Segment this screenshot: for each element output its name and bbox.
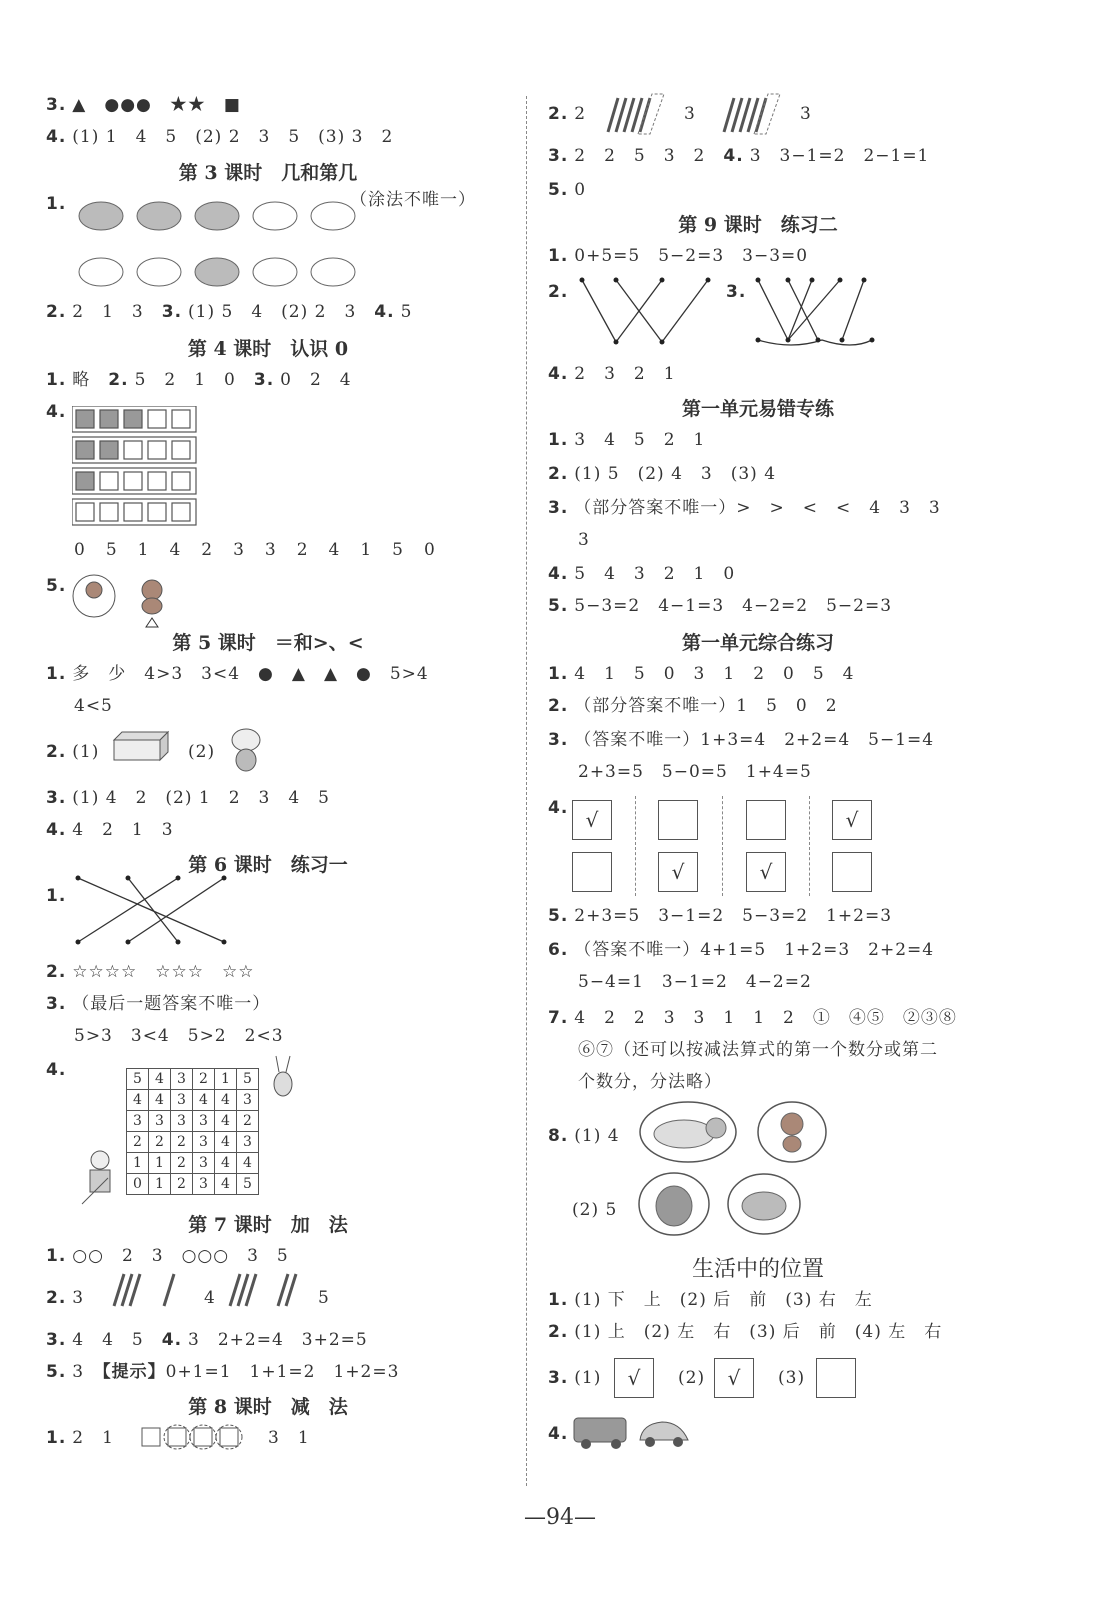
- grid-cell: 3: [127, 1111, 149, 1132]
- answer-line: 2. （部分答案不唯一）1 5 0 2: [548, 696, 838, 716]
- check-box: √: [714, 1358, 754, 1398]
- answer-line: 2. (1) 上 (2) 左 右 (3) 后 前 (4) 左 右: [548, 1322, 943, 1342]
- grid-row: [127, 1153, 259, 1174]
- answer-line: 4. 2 3 2 1: [548, 364, 676, 384]
- grid-row: [127, 1174, 259, 1195]
- answer-line: 4. (1) 1 4 5 (2) 2 3 5 (3) 3 2: [46, 127, 394, 147]
- answer-line: 1. (1) 下 上 (2) 后 前 (3) 右 左: [548, 1290, 873, 1310]
- grid-cell: 0: [127, 1174, 149, 1195]
- grid-cell: 4: [215, 1111, 237, 1132]
- grid-row: [127, 1132, 259, 1153]
- answer-line: 1. 2 1: [46, 1428, 114, 1448]
- cow-icon: [137, 202, 181, 230]
- answer-line: 4: [204, 1288, 216, 1308]
- cow-icon: [79, 202, 123, 230]
- lesson-heading: 第 9 课时 练习二: [678, 214, 838, 236]
- crossed-squares: [140, 1424, 250, 1450]
- animal-pictures: [638, 1098, 828, 1168]
- cow-icon: [311, 258, 355, 286]
- check-box: [832, 852, 872, 892]
- number-grid: [126, 1068, 259, 1195]
- answer-line: (2) 5: [572, 1200, 618, 1220]
- answer-line: 3. 4 4 5 4. 3 2+2=4 3+2=5: [46, 1330, 368, 1350]
- grid-row: [127, 1069, 259, 1090]
- cow-icon: [195, 258, 239, 286]
- answer-line: 5. 0: [548, 180, 587, 200]
- grid-cell: 4: [149, 1069, 171, 1090]
- divider: [635, 796, 636, 896]
- answer-line: 1. ○○ 2 3 ○○○ 3 5: [46, 1246, 289, 1266]
- grid-cell: 3: [193, 1111, 215, 1132]
- answer-line: 1.: [46, 886, 67, 906]
- column-divider: [526, 96, 527, 1486]
- grid-cell: 3: [171, 1111, 193, 1132]
- check-box: √: [832, 800, 872, 840]
- answer-line: 2.: [548, 282, 569, 302]
- section-heading: 生活中的位置: [691, 1257, 824, 1282]
- grid-cell: 2: [149, 1132, 171, 1153]
- grid-cell: 3: [193, 1153, 215, 1174]
- answer-line: 3. （最后一题答案不唯一）: [46, 994, 271, 1014]
- check-box: [658, 800, 698, 840]
- check-box: √: [746, 852, 786, 892]
- grid-cell: 3: [193, 1174, 215, 1195]
- lesson-heading: 第 6 课时 练习一: [188, 854, 348, 876]
- answer-line: 2. (1) 5 (2) 4 3 (3) 4: [548, 464, 777, 484]
- answer-line: (3): [778, 1368, 806, 1388]
- answer-line: 5.: [46, 576, 67, 596]
- check-box: √: [572, 800, 612, 840]
- check-box: [816, 1358, 856, 1398]
- grid-cell: 2: [237, 1111, 259, 1132]
- grid-cell: 3: [171, 1090, 193, 1111]
- grid-cell: 4: [215, 1132, 237, 1153]
- grid-row: [127, 1090, 259, 1111]
- answer-line: 3.: [726, 282, 747, 302]
- cow-icon: [137, 258, 181, 286]
- answer-line: 4.: [548, 1424, 569, 1444]
- answer-line: 3: [684, 104, 696, 124]
- answer-line: 4.: [548, 798, 569, 818]
- grid-cell: 5: [127, 1069, 149, 1090]
- number-grid-table: [126, 1068, 259, 1195]
- answer-line: 5>3 3<4 5>2 2<3: [74, 1026, 284, 1046]
- answer-line: 3. 2 2 5 3 2 4. 3 3−1=2 2−1=1: [548, 146, 930, 166]
- answer-line: 1. 4 1 5 0 3 1 2 0 5 4: [548, 664, 855, 684]
- answer-line: 5. 5−3=2 4−1=3 4−2=2 5−2=3: [548, 596, 893, 616]
- check-box: [746, 800, 786, 840]
- answer-line: (2): [188, 742, 216, 762]
- check-box: [572, 852, 612, 892]
- car-icon: [640, 1422, 688, 1440]
- answer-line: 1. 略 2. 5 2 1 0 3. 0 2 4: [46, 370, 352, 390]
- section-heading: 第一单元易错专练: [681, 398, 834, 420]
- lesson-heading: 第 3 课时 几和第几: [178, 162, 358, 184]
- grid-cell: 2: [171, 1153, 193, 1174]
- cow-icon: [79, 258, 123, 286]
- check-box: √: [614, 1358, 654, 1398]
- answer-line: 2. 2: [548, 104, 587, 124]
- triangle-mark: [146, 618, 158, 627]
- answer-line: 4<5: [74, 696, 113, 716]
- grid-cell: 2: [171, 1132, 193, 1153]
- answer-line: 4.: [46, 1060, 67, 1080]
- farmer-picture: [78, 1148, 118, 1208]
- grid-row: [127, 1111, 259, 1132]
- grid-cell: 2: [127, 1132, 149, 1153]
- answer-line: 0 5 1 4 2 3 3 2 4 1 5 0: [74, 540, 437, 560]
- grid-cell: 3: [149, 1111, 171, 1132]
- answer-line: 8. (1) 4: [548, 1126, 620, 1146]
- answer-line: 4. 5 4 3 2 1 0: [548, 564, 736, 584]
- sticks-picture: [604, 92, 804, 136]
- answer-line: 5. 2+3=5 3−1=2 5−3=2 1+2=3: [548, 906, 893, 926]
- lesson-heading: 第 4 课时 认识 0: [187, 338, 349, 360]
- cow-icon: [195, 202, 239, 230]
- answer-line: 1. 多 少 4>3 3<4 ● ▲ ▲ ● 5>4: [46, 664, 429, 684]
- lesson-heading: 第 7 课时 加 法: [188, 1214, 348, 1236]
- answer-line: 3. ▲ ●●● ★★ ■: [46, 95, 241, 115]
- answer-line: 个数分，分法略）: [578, 1072, 722, 1092]
- matching-lines: [74, 872, 234, 952]
- answer-line: 3. （答案不唯一）1+3=4 2+2=4 5−1=4: [548, 730, 935, 750]
- monkey-icon: [142, 580, 162, 600]
- answer-line: 2. 2 1 3 3. (1) 5 4 (2) 2 3 4. 5: [46, 302, 413, 322]
- answer-line: ⑥⑦（还可以按减法算式的第一个数分或第二: [578, 1040, 938, 1060]
- grid-cell: 4: [215, 1174, 237, 1195]
- answer-line: 2. ☆☆☆☆ ☆☆☆ ☆☆: [46, 962, 255, 982]
- square-grid: [72, 406, 198, 528]
- grid-cell: 4: [149, 1090, 171, 1111]
- answer-line: 2. (1): [46, 742, 100, 762]
- answer-line: 1. 3 4 5 2 1: [548, 430, 706, 450]
- lesson-heading: 第 8 课时 减 法: [188, 1396, 348, 1418]
- grid-cell: 5: [237, 1174, 259, 1195]
- monkey-pictures: [72, 572, 182, 628]
- cow-pictures: [73, 188, 363, 298]
- rabbit-picture: [268, 1054, 298, 1104]
- answer-line: 4.: [46, 402, 67, 422]
- divider: [809, 796, 810, 896]
- answer-line: 2. 3: [46, 1288, 85, 1308]
- animal-pictures: [638, 1170, 808, 1238]
- answer-line: 5: [318, 1288, 330, 1308]
- matching-lines: [752, 276, 892, 356]
- cow-icon: [253, 258, 297, 286]
- answer-line: 3 1: [268, 1428, 310, 1448]
- bus-icon: [574, 1418, 626, 1442]
- answer-line: 3. （部分答案不唯一）> > < < 4 3 3: [548, 498, 941, 518]
- answer-line: 5. 3 【提示】0+1=1 1+1=2 1+2=3: [46, 1362, 400, 1382]
- cow-icon: [311, 202, 355, 230]
- answer-line: (2): [678, 1368, 706, 1388]
- grid-cell: 1: [149, 1153, 171, 1174]
- answer-line: 2+3=5 5−0=5 1+4=5: [578, 762, 812, 782]
- answer-line: 4. 4 2 1 3: [46, 820, 174, 840]
- page-number: —94—: [524, 1505, 596, 1530]
- grid-cell: 5: [237, 1069, 259, 1090]
- answer-line: 3. (1) 4 2 (2) 1 2 3 4 5: [46, 788, 330, 808]
- grid-cell: 3: [171, 1069, 193, 1090]
- grid-cell: 3: [237, 1090, 259, 1111]
- answer-line: 1. 0+5=5 5−2=3 3−3=0: [548, 246, 809, 266]
- grid-cell: 4: [215, 1090, 237, 1111]
- note: （涂法不唯一）: [350, 190, 476, 210]
- check-box: √: [658, 852, 698, 892]
- answer-line: 7. 4 2 2 3 3 1 1 2 ① ④⑤ ②③⑧: [548, 1008, 957, 1028]
- grid-cell: 3: [193, 1132, 215, 1153]
- matching-lines: [578, 276, 728, 356]
- grid-cell: 1: [149, 1174, 171, 1195]
- grid-cell: 2: [193, 1069, 215, 1090]
- lesson-heading: 第 5 课时 ＝和>、<: [172, 632, 364, 654]
- grid-cell: 4: [215, 1153, 237, 1174]
- grid-cell: 4: [237, 1153, 259, 1174]
- grid-cell: 4: [127, 1090, 149, 1111]
- grid-cell: 3: [237, 1132, 259, 1153]
- car-pictures: [572, 1412, 702, 1452]
- box-picture: [110, 728, 172, 764]
- answer-line: 3: [578, 530, 590, 550]
- divider: [722, 796, 723, 896]
- cow-icon: [253, 202, 297, 230]
- grid-cell: 4: [193, 1090, 215, 1111]
- answer-line: 3: [800, 104, 812, 124]
- grid-cell: 2: [171, 1174, 193, 1195]
- section-heading: 第一单元综合练习: [681, 632, 834, 654]
- answer-line: 1.: [46, 194, 67, 214]
- grid-cell: 1: [215, 1069, 237, 1090]
- grid-cell: 1: [127, 1153, 149, 1174]
- answer-line: 6. （答案不唯一）4+1=5 1+2=3 2+2=4: [548, 940, 935, 960]
- sheep-picture: [226, 724, 266, 774]
- answer-line: 5−4=1 3−1=2 4−2=2: [578, 972, 812, 992]
- answer-line: 3. (1): [548, 1368, 602, 1388]
